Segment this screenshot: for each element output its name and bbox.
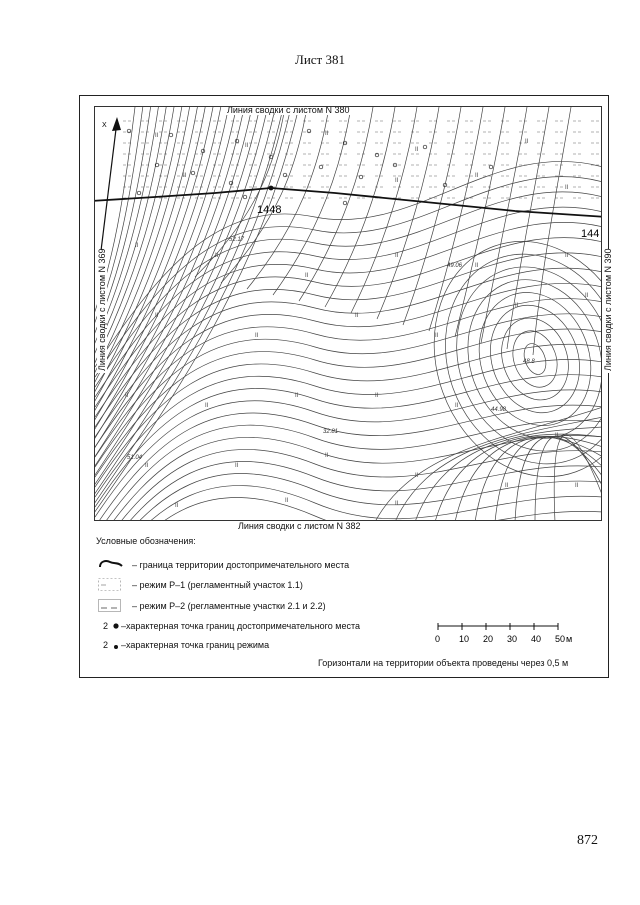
point-boundary-icon (112, 622, 120, 630)
zone-mark: II (205, 403, 209, 409)
zone-mark: II (255, 333, 259, 339)
legend-item-boundary: – граница территории достопримечательного места (132, 560, 350, 570)
contour-line (495, 437, 602, 521)
zone-mark: II (395, 501, 399, 507)
edge-label-left: Линия сводки с листом N 369 (97, 248, 107, 371)
sheet-title: Лист 381 (295, 52, 345, 67)
parcel-number-right: 144 (581, 228, 600, 240)
hill-contour (491, 309, 580, 410)
zone-mark: II (375, 393, 379, 399)
scale-tick-label: 30 (507, 634, 518, 644)
parcel-number: 1448 (257, 204, 282, 216)
zone-mark: II (295, 393, 299, 399)
contour-line (95, 498, 602, 521)
elevation-label: 51.04 (127, 455, 143, 461)
zone-mark: II (475, 263, 479, 269)
contour-line (95, 192, 602, 387)
zone-mark: II (415, 147, 419, 153)
contour-line (475, 437, 602, 521)
elevation-label: 32.81 (323, 429, 339, 435)
scale-unit: м (566, 634, 573, 644)
edge-label-top: Линия сводки с листом N 380 (227, 106, 350, 115)
elevation-label: 44.98 (491, 407, 507, 413)
zone-mark: II (505, 483, 509, 489)
zone-mark: II (145, 463, 149, 469)
zone-mark: II (525, 139, 529, 145)
zone-mark: II (565, 185, 569, 191)
zone-mark: II (305, 273, 309, 279)
zone-mark: II (575, 483, 579, 489)
legend-point-prefix-2: 2 (103, 640, 109, 650)
legend-item-p2: – режим Р–2 (регламентные участки 2.1 и 2.2) (132, 601, 326, 611)
contour-map-svg (95, 107, 602, 521)
zone-mark: II (475, 173, 479, 179)
zone-mark: II (135, 243, 139, 249)
zone-mark: II (565, 253, 569, 259)
zone-mark: II (415, 473, 419, 479)
zone-mark: II (215, 253, 219, 259)
zone-mark: II (183, 173, 187, 179)
topographic-map[interactable] (94, 106, 602, 521)
elevation-label: 49.06 (447, 263, 463, 269)
zone-mark: II (555, 433, 559, 439)
contour-line (95, 314, 602, 467)
legend-title: Условные обозначения: (96, 536, 196, 546)
zone-mark: II (355, 313, 359, 319)
hill-contour (417, 229, 602, 490)
zone-mark: II (325, 453, 329, 459)
page-number: 872 (577, 833, 598, 848)
scale-bar (434, 622, 574, 644)
contour-line (535, 436, 602, 521)
zone-mark: II (585, 293, 589, 299)
legend-item-p1: – режим Р–1 (регламентный участок 1.1) (132, 580, 303, 590)
scale-tick-label: 40 (531, 634, 542, 644)
zone-mark: II (245, 143, 249, 149)
scale-tick-label: 50 (555, 634, 566, 644)
zone-mark: II (515, 303, 519, 309)
zone-mark: II (155, 133, 159, 139)
boundary-icon (98, 558, 124, 570)
scale-tick-label: 0 (435, 634, 441, 644)
scale-tick-label: 20 (483, 634, 494, 644)
contour-line (95, 461, 602, 521)
edge-label-bottom: Линия сводки с листом N 382 (238, 521, 361, 531)
zone-mark: II (455, 403, 459, 409)
elevation-label: 52.17 (229, 237, 245, 243)
point-regime-icon (112, 643, 120, 651)
zone-mark: II (395, 253, 399, 259)
contour-note: Горизонтали на территории объекта проведены через 0,5 м (318, 658, 569, 668)
legend-item-point-regime: –характерная точка границ режима (121, 640, 270, 650)
zone-mark: II (325, 131, 329, 137)
regime-p1-icon (98, 578, 122, 592)
zone-mark: II (395, 178, 399, 184)
zone-mark: II (235, 463, 239, 469)
regime-p2-icon (98, 599, 122, 613)
legend-point-prefix-1: 2 (103, 621, 109, 631)
north-arrow-letter: X (102, 122, 107, 129)
edge-label-right: Линия сводки с листом N 390 (603, 248, 613, 371)
zone-mark: II (435, 333, 439, 339)
scale-tick-label: 10 (459, 634, 470, 644)
elevation-label: 48.8 (523, 359, 535, 365)
legend-item-point-boundary: –характерная точка границ достопримечательного места (121, 621, 360, 631)
zone-mark: II (125, 393, 129, 399)
zone-mark: II (155, 313, 159, 319)
zone-mark: II (285, 498, 289, 504)
boundary-point (269, 186, 274, 191)
zone-mark: II (175, 503, 179, 509)
